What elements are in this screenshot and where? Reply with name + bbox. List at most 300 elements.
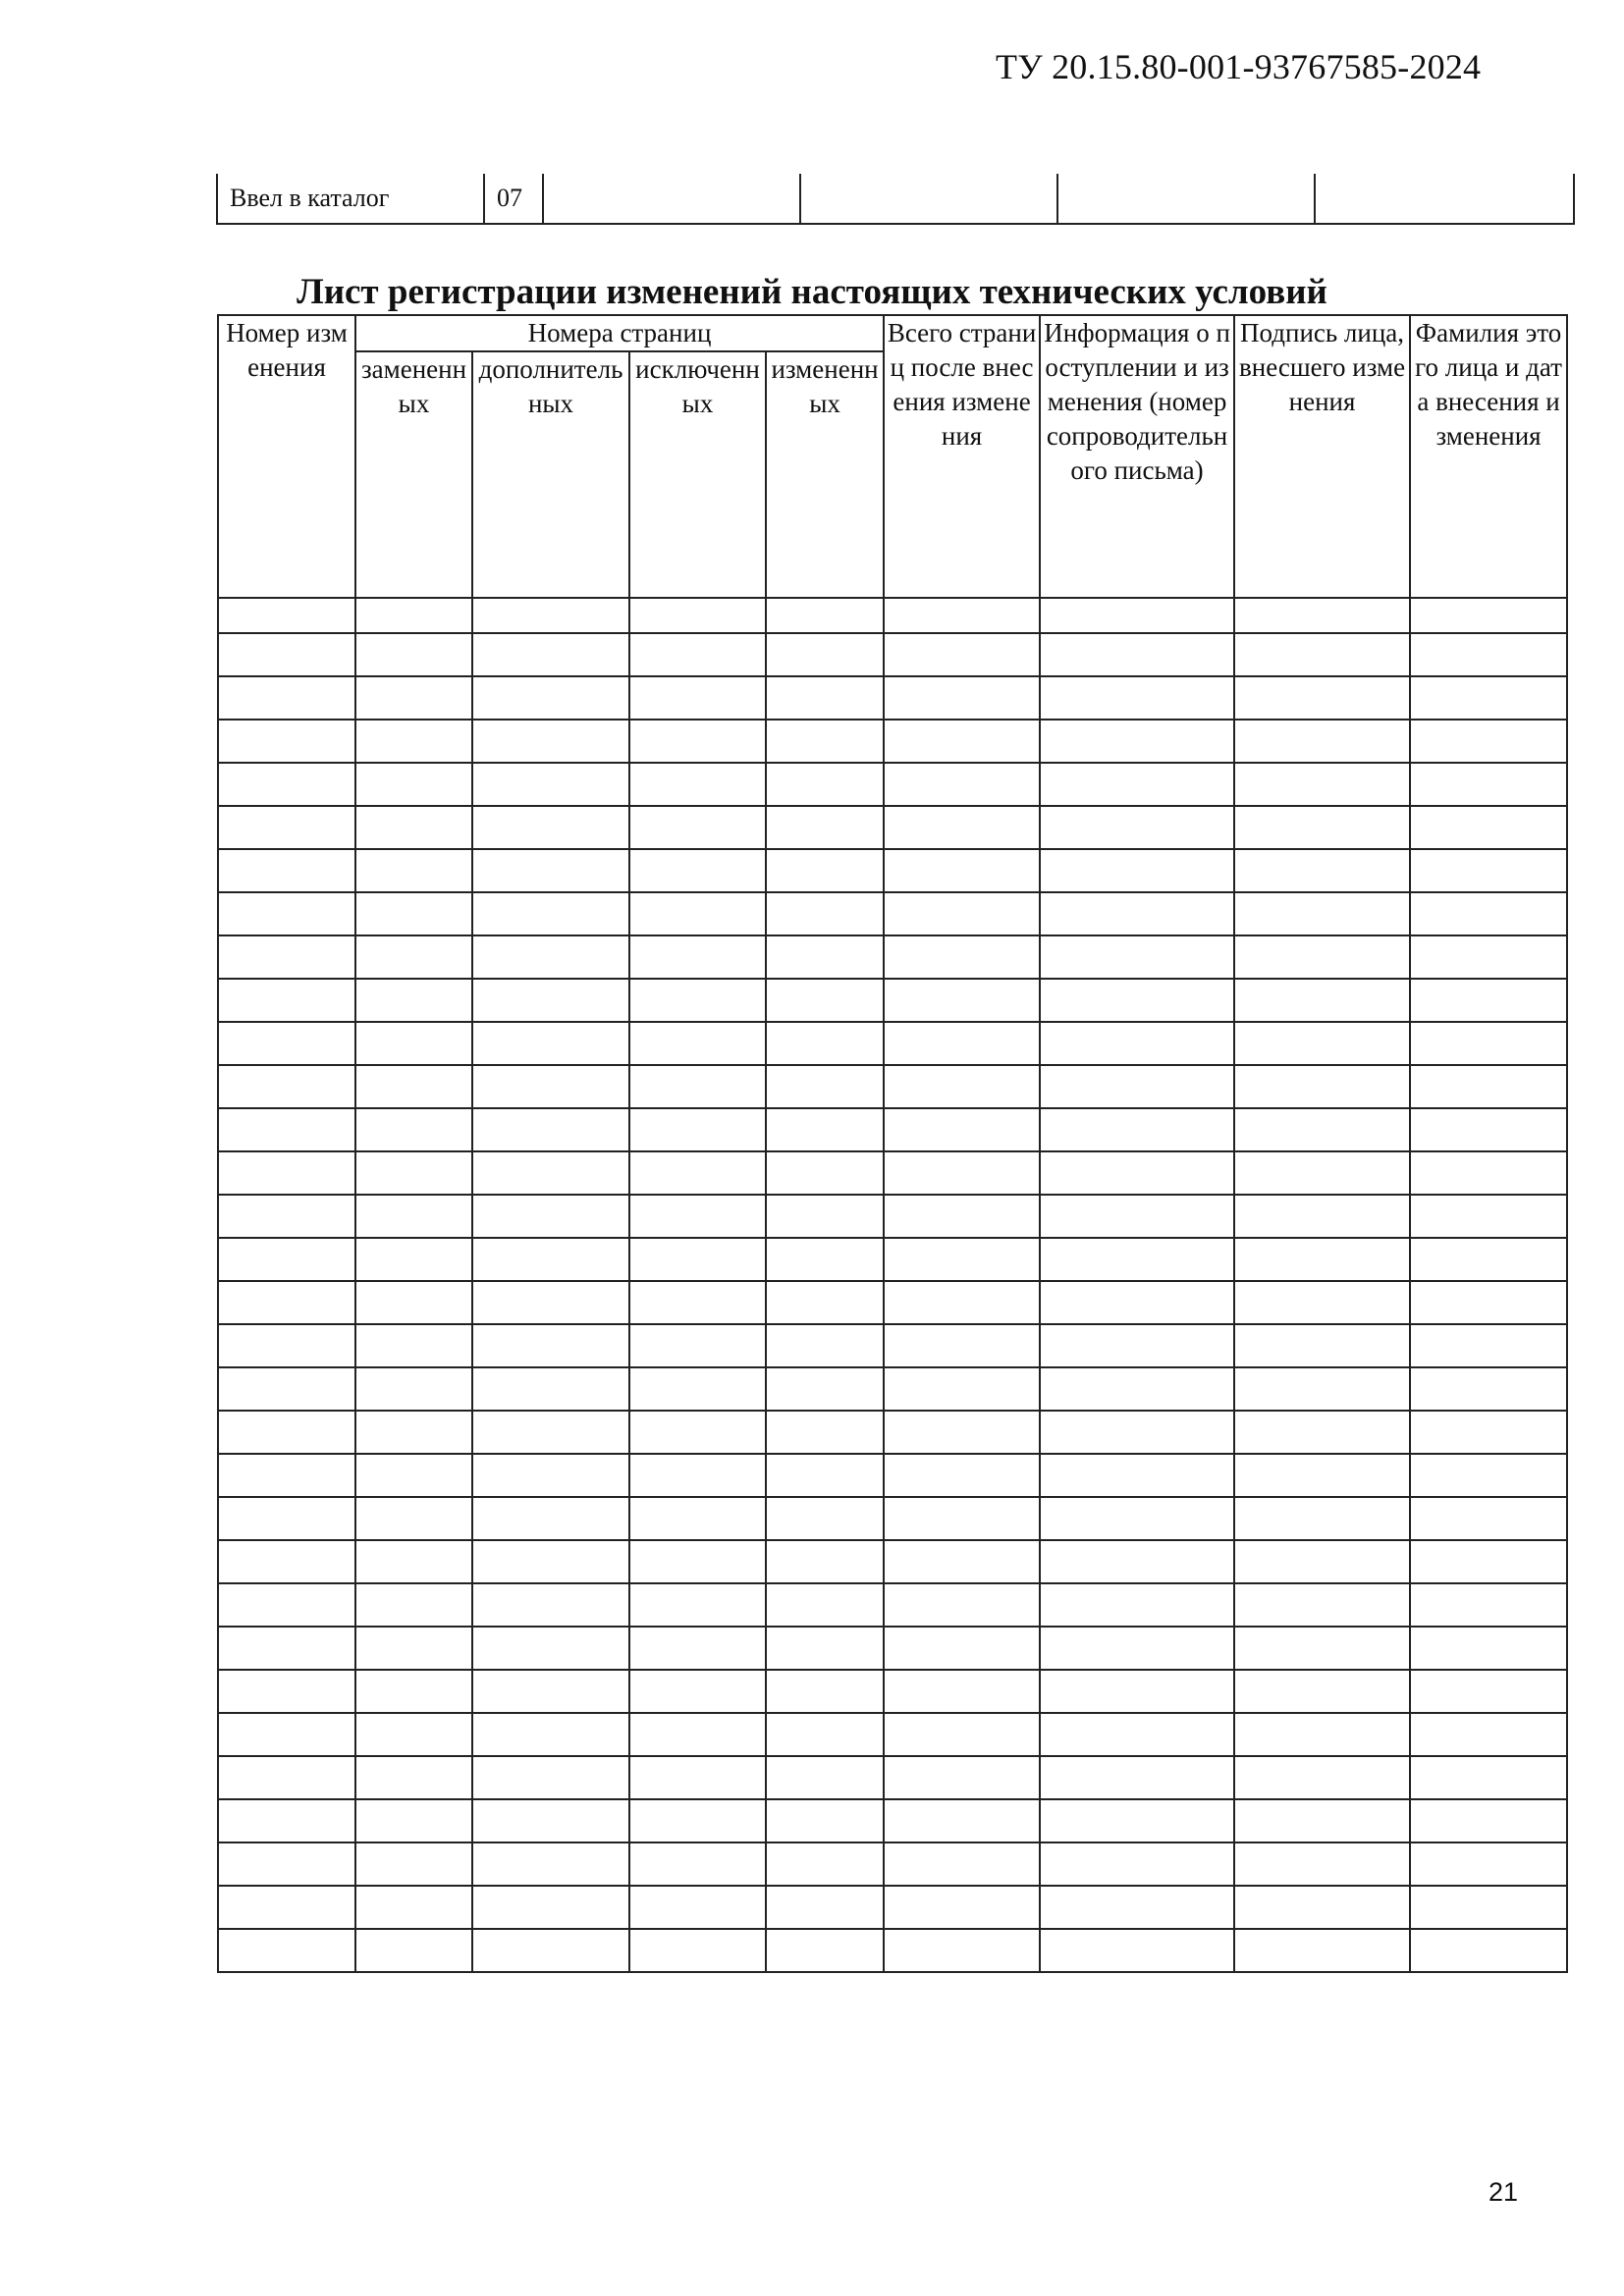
table-cell — [884, 1411, 1040, 1454]
table-cell — [472, 1151, 629, 1195]
table-cell — [1040, 1799, 1234, 1842]
table-cell — [218, 633, 355, 676]
table-cell — [1234, 720, 1410, 763]
table-cell — [472, 598, 629, 633]
table-cell — [1410, 633, 1567, 676]
table-cell — [1410, 763, 1567, 806]
table-cell — [355, 598, 472, 633]
table-cell — [355, 1583, 472, 1627]
table-cell — [1234, 633, 1410, 676]
table-cell — [1410, 720, 1567, 763]
table-cell — [1040, 1497, 1234, 1540]
table-cell — [1234, 1799, 1410, 1842]
table-cell — [629, 676, 766, 720]
table-cell — [218, 1367, 355, 1411]
table-cell — [766, 1281, 884, 1324]
table-cell — [218, 1281, 355, 1324]
document-code: ТУ 20.15.80-001-93767585-2024 — [996, 47, 1482, 86]
table-row — [218, 849, 1567, 892]
table-cell — [1410, 1670, 1567, 1713]
table-row — [218, 1842, 1567, 1886]
table-cell — [884, 1151, 1040, 1195]
table-cell — [1234, 1022, 1410, 1065]
table-cell — [1410, 676, 1567, 720]
table-cell — [472, 1324, 629, 1367]
table-cell — [1410, 979, 1567, 1022]
table-cell — [1040, 763, 1234, 806]
table-cell — [218, 720, 355, 763]
table-cell — [1234, 1411, 1410, 1454]
catalog-cell — [543, 174, 800, 224]
table-cell — [1410, 849, 1567, 892]
catalog-cell — [800, 174, 1057, 224]
table-cell — [1234, 676, 1410, 720]
table-cell — [218, 1151, 355, 1195]
table-cell — [884, 1670, 1040, 1713]
table-cell — [1234, 1842, 1410, 1886]
table-cell — [766, 1065, 884, 1108]
table-cell — [218, 1411, 355, 1454]
table-cell — [1234, 1454, 1410, 1497]
table-row — [218, 1108, 1567, 1151]
table-cell — [1040, 1929, 1234, 1972]
table-row — [218, 1195, 1567, 1238]
table-cell — [766, 1411, 884, 1454]
table-cell — [355, 1238, 472, 1281]
header-added: дополнительных — [472, 351, 629, 598]
table-cell — [1234, 1583, 1410, 1627]
table-cell — [472, 806, 629, 849]
table-cell — [884, 935, 1040, 979]
table-row — [218, 1281, 1567, 1324]
table-cell — [1040, 1367, 1234, 1411]
header-excluded: исключенных — [629, 351, 766, 598]
table-cell — [355, 849, 472, 892]
table-cell — [472, 1367, 629, 1411]
table-row — [218, 1411, 1567, 1454]
table-row — [218, 892, 1567, 935]
table-cell — [766, 1022, 884, 1065]
table-cell — [355, 1281, 472, 1324]
table-cell — [1040, 1411, 1234, 1454]
table-cell — [629, 1238, 766, 1281]
table-cell — [766, 1238, 884, 1281]
table-cell — [218, 1540, 355, 1583]
table-cell — [766, 1540, 884, 1583]
table-cell — [1410, 806, 1567, 849]
table-cell — [884, 676, 1040, 720]
table-cell — [629, 1367, 766, 1411]
table-cell — [1234, 979, 1410, 1022]
table-row — [218, 720, 1567, 763]
table-cell — [1234, 1238, 1410, 1281]
table-cell — [1040, 1324, 1234, 1367]
table-cell — [355, 892, 472, 935]
header-total-pages: Всего страниц после внесения изменения — [884, 315, 1040, 598]
table-cell — [1410, 1411, 1567, 1454]
table-cell — [1234, 1929, 1410, 1972]
table-cell — [472, 676, 629, 720]
table-row — [218, 633, 1567, 676]
header-page-numbers: Номера страниц — [355, 315, 884, 351]
table-row — [218, 1583, 1567, 1627]
table-cell — [629, 1583, 766, 1627]
catalog-cell — [1315, 174, 1574, 224]
table-cell — [1040, 1454, 1234, 1497]
table-cell — [766, 1151, 884, 1195]
table-cell — [1040, 1022, 1234, 1065]
table-cell — [472, 1842, 629, 1886]
table-cell — [629, 763, 766, 806]
table-cell — [884, 1756, 1040, 1799]
table-cell — [218, 1842, 355, 1886]
table-cell — [1410, 1238, 1567, 1281]
table-cell — [766, 1324, 884, 1367]
table-cell — [884, 1454, 1040, 1497]
table-cell — [1410, 1324, 1567, 1367]
table-cell — [472, 1756, 629, 1799]
table-cell — [629, 1756, 766, 1799]
table-cell — [1410, 1195, 1567, 1238]
table-cell — [355, 1454, 472, 1497]
table-cell — [355, 1022, 472, 1065]
table-cell — [472, 1670, 629, 1713]
table-cell — [766, 676, 884, 720]
table-cell — [629, 892, 766, 935]
table-cell — [884, 1324, 1040, 1367]
table-cell — [766, 1886, 884, 1929]
table-cell — [1040, 633, 1234, 676]
table-row — [218, 979, 1567, 1022]
table-cell — [629, 1108, 766, 1151]
table-cell — [1040, 1108, 1234, 1151]
table-cell — [766, 1195, 884, 1238]
table-cell — [884, 1713, 1040, 1756]
table-cell — [355, 676, 472, 720]
table-cell — [1040, 676, 1234, 720]
table-cell — [218, 1799, 355, 1842]
table-cell — [355, 1065, 472, 1108]
table-cell — [218, 1886, 355, 1929]
table-cell — [355, 1627, 472, 1670]
table-cell — [1040, 1540, 1234, 1583]
table-cell — [1234, 1151, 1410, 1195]
table-cell — [629, 1497, 766, 1540]
table-cell — [766, 1108, 884, 1151]
table-cell — [1040, 979, 1234, 1022]
table-cell — [1040, 1583, 1234, 1627]
table-cell — [1040, 1065, 1234, 1108]
table-cell — [472, 1583, 629, 1627]
table-cell — [1410, 1713, 1567, 1756]
table-cell — [884, 1799, 1040, 1842]
table-row — [218, 1367, 1567, 1411]
table-cell — [218, 1670, 355, 1713]
table-cell — [218, 1627, 355, 1670]
table-cell — [1040, 1670, 1234, 1713]
table-row — [218, 1886, 1567, 1929]
table-cell — [218, 849, 355, 892]
table-cell — [472, 1540, 629, 1583]
table-cell — [218, 676, 355, 720]
table-cell — [472, 935, 629, 979]
table-cell — [884, 892, 1040, 935]
table-cell — [355, 806, 472, 849]
table-cell — [1410, 1627, 1567, 1670]
table-cell — [629, 935, 766, 979]
table-row — [218, 676, 1567, 720]
registration-table — [217, 314, 1568, 1973]
table-cell — [218, 1022, 355, 1065]
header-change-number: Номер изменения — [218, 315, 355, 598]
table-row — [218, 1454, 1567, 1497]
table-cell — [1234, 1756, 1410, 1799]
table-cell — [218, 1195, 355, 1238]
table-cell — [1040, 1842, 1234, 1886]
table-cell — [1410, 1281, 1567, 1324]
table-row — [218, 1756, 1567, 1799]
table-cell — [1410, 1151, 1567, 1195]
table-cell — [629, 1627, 766, 1670]
page-title: Лист регистрации изменений настоящих технических условий — [297, 272, 1327, 312]
table-cell — [355, 935, 472, 979]
table-cell — [472, 1454, 629, 1497]
table-cell — [472, 979, 629, 1022]
table-cell — [766, 1713, 884, 1756]
table-cell — [766, 1670, 884, 1713]
table-cell — [1040, 892, 1234, 935]
table-cell — [766, 1497, 884, 1540]
table-row — [218, 1238, 1567, 1281]
table-cell — [472, 633, 629, 676]
table-cell — [884, 1281, 1040, 1324]
table-cell — [355, 979, 472, 1022]
table-cell — [472, 1411, 629, 1454]
table-cell — [884, 1583, 1040, 1627]
table-row — [218, 1799, 1567, 1842]
table-cell — [1040, 806, 1234, 849]
table-cell — [472, 1886, 629, 1929]
table-cell — [884, 598, 1040, 633]
table-cell — [1040, 1238, 1234, 1281]
table-cell — [1234, 806, 1410, 849]
catalog-label: Ввел в каталог — [217, 174, 484, 224]
table-cell — [884, 1195, 1040, 1238]
table-cell — [629, 1022, 766, 1065]
table-row — [218, 806, 1567, 849]
table-cell — [355, 1886, 472, 1929]
catalog-row — [216, 174, 1575, 225]
table-cell — [1410, 1540, 1567, 1583]
table-cell — [1040, 1756, 1234, 1799]
table-cell — [1410, 1799, 1567, 1842]
table-cell — [629, 1411, 766, 1454]
table-row — [218, 763, 1567, 806]
table-cell — [472, 849, 629, 892]
table-row — [218, 1670, 1567, 1713]
table-cell — [218, 892, 355, 935]
header-replaced: замененных — [355, 351, 472, 598]
table-cell — [1410, 1929, 1567, 1972]
table-cell — [218, 763, 355, 806]
table-cell — [766, 935, 884, 979]
table-row — [218, 1324, 1567, 1367]
table-cell — [884, 720, 1040, 763]
table-cell — [766, 1367, 884, 1411]
table-cell — [1234, 1627, 1410, 1670]
table-cell — [355, 763, 472, 806]
table-cell — [629, 1065, 766, 1108]
table-cell — [355, 1842, 472, 1886]
table-cell — [766, 1756, 884, 1799]
table-row — [218, 1151, 1567, 1195]
table-cell — [355, 1411, 472, 1454]
table-cell — [629, 1842, 766, 1886]
table-cell — [472, 892, 629, 935]
table-cell — [355, 1799, 472, 1842]
table-cell — [766, 598, 884, 633]
table-cell — [1410, 1108, 1567, 1151]
table-cell — [1234, 935, 1410, 979]
table-cell — [218, 1583, 355, 1627]
table-cell — [355, 1108, 472, 1151]
table-cell — [1410, 892, 1567, 935]
table-cell — [766, 1842, 884, 1886]
table-cell — [884, 979, 1040, 1022]
table-cell — [629, 1151, 766, 1195]
table-cell — [218, 1497, 355, 1540]
table-row — [218, 598, 1567, 633]
table-cell — [1234, 763, 1410, 806]
table-cell — [355, 1324, 472, 1367]
table-cell — [218, 979, 355, 1022]
table-cell — [1410, 1583, 1567, 1627]
table-cell — [472, 1497, 629, 1540]
table-cell — [884, 1540, 1040, 1583]
table-cell — [355, 1756, 472, 1799]
table-cell — [884, 763, 1040, 806]
table-cell — [766, 1799, 884, 1842]
table-cell — [218, 935, 355, 979]
table-cell — [884, 1022, 1040, 1065]
table-cell — [629, 1540, 766, 1583]
table-cell — [355, 1929, 472, 1972]
table-cell — [472, 1281, 629, 1324]
table-cell — [629, 1195, 766, 1238]
table-cell — [1040, 720, 1234, 763]
table-cell — [884, 1238, 1040, 1281]
table-cell — [472, 1713, 629, 1756]
table-cell — [355, 633, 472, 676]
table-cell — [766, 720, 884, 763]
table-cell — [1234, 1367, 1410, 1411]
table-cell — [218, 1756, 355, 1799]
table-cell — [1040, 598, 1234, 633]
table-cell — [629, 1886, 766, 1929]
table-row — [218, 1929, 1567, 1972]
table-row — [218, 1065, 1567, 1108]
table-cell — [1410, 935, 1567, 979]
table-cell — [766, 849, 884, 892]
table-cell — [1234, 1670, 1410, 1713]
table-cell — [629, 598, 766, 633]
header-surname-date: Фамилия этого лица и дата внесения изменения — [1410, 315, 1567, 598]
table-cell — [629, 1929, 766, 1972]
table-cell — [218, 1929, 355, 1972]
table-cell — [355, 1367, 472, 1411]
table-row — [218, 1627, 1567, 1670]
table-cell — [1234, 1195, 1410, 1238]
table-cell — [1040, 1151, 1234, 1195]
table-cell — [1410, 1886, 1567, 1929]
table-cell — [629, 849, 766, 892]
table-cell — [1040, 1627, 1234, 1670]
table-cell — [218, 1713, 355, 1756]
table-row — [218, 1540, 1567, 1583]
table-cell — [1040, 1195, 1234, 1238]
table-cell — [629, 1454, 766, 1497]
catalog-cell — [1057, 174, 1315, 224]
table-cell — [766, 806, 884, 849]
table-cell — [1410, 598, 1567, 633]
table-cell — [766, 1929, 884, 1972]
page-number: 21 — [1489, 2177, 1519, 2207]
table-cell — [355, 1497, 472, 1540]
table-cell — [218, 598, 355, 633]
table-cell — [884, 1065, 1040, 1108]
table-cell — [472, 763, 629, 806]
table-cell — [766, 1583, 884, 1627]
table-cell — [1410, 1842, 1567, 1886]
table-cell — [218, 1238, 355, 1281]
header-signature: Подпись лица, внесшего изменения — [1234, 315, 1410, 598]
table-cell — [1234, 1886, 1410, 1929]
table-cell — [766, 979, 884, 1022]
table-cell — [884, 633, 1040, 676]
table-cell — [1040, 1281, 1234, 1324]
table-cell — [1410, 1065, 1567, 1108]
table-cell — [629, 979, 766, 1022]
table-cell — [884, 849, 1040, 892]
table-cell — [1040, 935, 1234, 979]
table-cell — [472, 1195, 629, 1238]
table-cell — [218, 1324, 355, 1367]
table-cell — [355, 1151, 472, 1195]
table-cell — [884, 1842, 1040, 1886]
catalog-value: 07 — [484, 174, 543, 224]
table-cell — [472, 1108, 629, 1151]
table-cell — [884, 1627, 1040, 1670]
table-cell — [1234, 1713, 1410, 1756]
table-cell — [472, 1799, 629, 1842]
table-cell — [1410, 1497, 1567, 1540]
table-cell — [884, 1929, 1040, 1972]
table-cell — [1234, 598, 1410, 633]
table-cell — [355, 1195, 472, 1238]
table-cell — [1410, 1022, 1567, 1065]
table-cell — [355, 720, 472, 763]
table-cell — [629, 806, 766, 849]
table-cell — [1234, 1281, 1410, 1324]
table-cell — [629, 1799, 766, 1842]
table-cell — [1234, 1324, 1410, 1367]
table-cell — [218, 1454, 355, 1497]
table-row — [218, 1713, 1567, 1756]
table-row — [218, 1022, 1567, 1065]
table-cell — [472, 720, 629, 763]
table-cell — [629, 1281, 766, 1324]
table-cell — [629, 720, 766, 763]
